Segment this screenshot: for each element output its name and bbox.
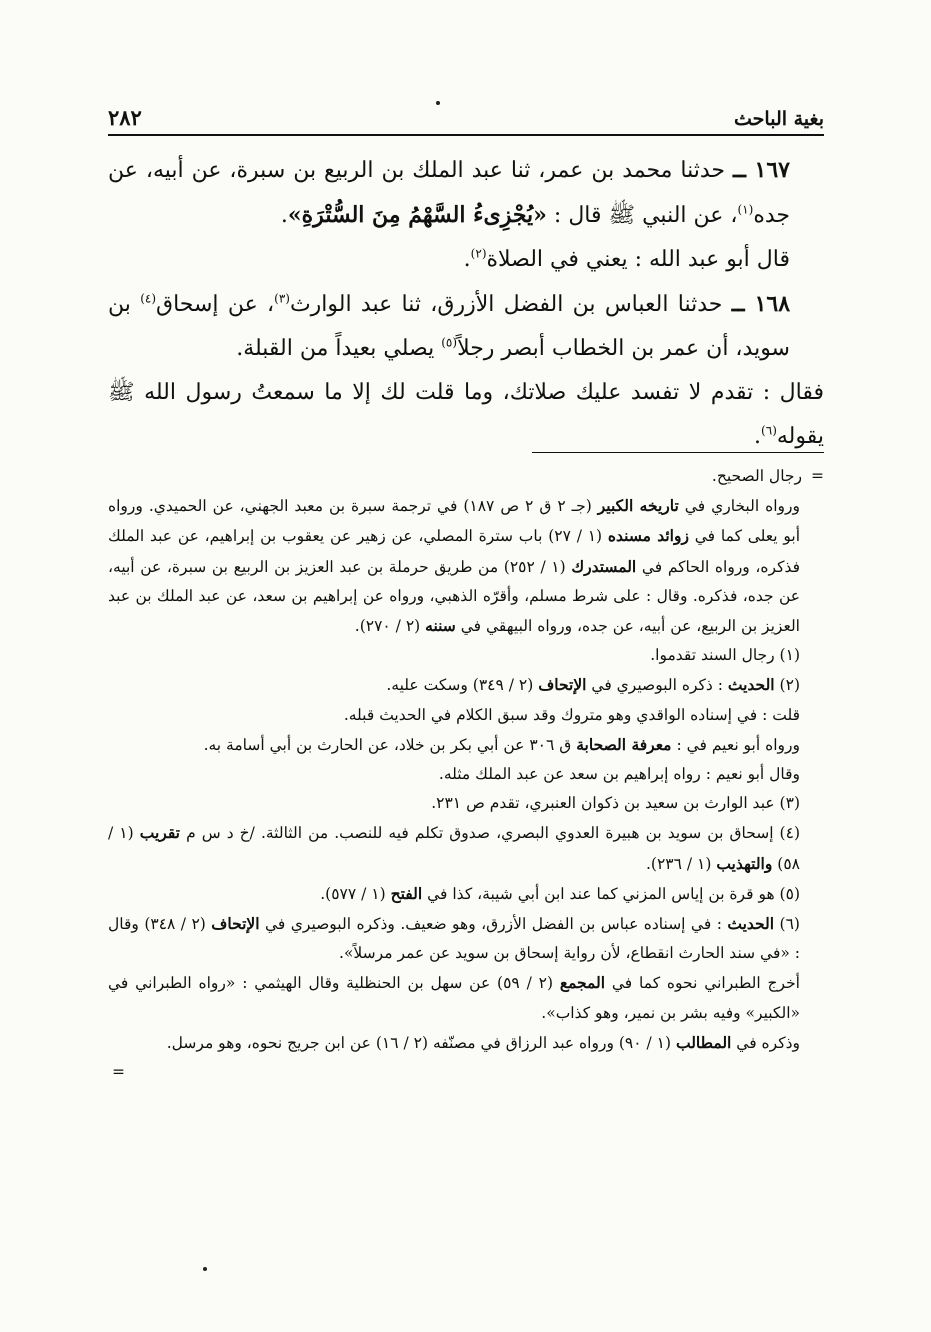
footnote-text: (٥) هو قرة بن إياس المزني كما عند ابن أبي شيبة، كذا في — [427, 884, 800, 903]
footnote-text: (١ / ٢٥٢) من طريق حرملة بن عبد العزيز بن الربيع بن سبرة، عن أبيه، عن جده، فذكره. وقال : على شرط مسلم، وأقرّه الذهبي، ورواه عن إبراهيم بن سعد، عن عبد الملك بن عبد العزيز بن الربيع، عن أبيه، عن جده، ورواه البيهقي في — [108, 557, 800, 636]
running-title: بغية الباحث — [734, 108, 824, 130]
footnote-text: (١ / ٢٣٦). — [645, 854, 712, 873]
footnote-text: (٢ / ٢٧٠). — [354, 617, 421, 636]
hadith-number: ١٦٧ ــ — [733, 157, 790, 183]
footnote-bukhari — [108, 491, 824, 641]
footnote-text: ق ٣٠٦ عن أبي بكر بن خلاد، عن الحارث بن أبي أسامة به. — [203, 735, 572, 754]
header-rule — [108, 134, 824, 136]
footnote-text: (٢ / ٣٤٩) وسكت عليه. — [386, 676, 534, 695]
hadith-text: فقال : تقدم لا تفسد عليك صلاتك، وما قلت لك إلا ما سمعتُ رسول الله ﷺ — [108, 380, 824, 405]
hadith-text: بن سويد، أن عمر بن الخطاب أبصر رجلاً — [108, 292, 790, 361]
footnote-text: (جـ ٢ ق ٢ ص ١٨٧) في ترجمة سبرة بن معبد الجهني، عن الحميدي. ورواه أبو يعلى كما في — [108, 497, 800, 546]
main-text — [108, 148, 824, 459]
book-title: معرفة الصحابة — [576, 734, 672, 754]
footnote-6-matalib — [108, 1028, 824, 1058]
book-title: زوائد مسنده — [607, 526, 689, 546]
page-number: ٢٨٢ — [108, 105, 142, 130]
footnote-3 — [108, 789, 824, 818]
footnote-2-note — [108, 701, 824, 730]
footnote-continuation — [108, 462, 824, 491]
footnote-text: ورواه أبو نعيم في : — [676, 735, 800, 754]
footnotes — [108, 462, 824, 1087]
footnote-ref: (٥) — [441, 335, 458, 350]
print-speck — [436, 101, 440, 105]
hadith-text: إسحاق — [156, 292, 219, 317]
footnote-text: (٢ / ١٦) عن ابن جريج نحوه، وهو مرسل. — [166, 1033, 429, 1052]
print-speck — [203, 1267, 207, 1271]
hadith-text: عن جده — [108, 158, 790, 228]
footnote-6-tabarani — [108, 968, 824, 1027]
footnote-text: (١ / ٥٧٧). — [320, 884, 386, 903]
hadith-text: يقوله — [776, 424, 824, 449]
punctuation: . — [754, 424, 762, 449]
footnote-label: الحديث — [727, 914, 775, 934]
book-title: الإتحاف — [538, 675, 587, 695]
hadith-text: حدثنا محمد بن عمر، ثنا عبد الملك بن الربيع بن سبرة، عن أبيه، — [145, 158, 726, 183]
footnote-text: : في إسناده عباس بن الفضل الأزرق، وهو ضعيف. وذكره البوصيري في — [265, 915, 722, 934]
hadith-168-cont — [108, 371, 824, 459]
hadith-text: حدثنا العباس بن الفضل الأزرق، ثنا عبد الوارث — [289, 292, 723, 317]
footnote-ref: (٢) — [470, 246, 487, 261]
footnote-text: (١ / ٢٧) باب سترة المصلي، عن زهير عن يعقوب بن إبراهيم، عن عبد الملك فذكره، ورواه الحاكم في — [108, 527, 801, 576]
footnote-text: (٢ / ٣٤٨) وقال : «في سند الحارث انقطاع، لأن رواية إسحاق بن سويد عن عمر مرسلاً». — [108, 915, 800, 963]
book-title: المستدرك — [571, 556, 637, 576]
footnote-text: وذكره في — [736, 1033, 800, 1052]
footnote-5 — [108, 879, 824, 909]
footnote-ref: (٣) — [274, 291, 290, 306]
footnote-end-mark — [108, 1058, 824, 1087]
footnote-text: (٢ / ٥٩) عن سهل بن الحنظلية وقال الهيثمي : «رواه الطبراني في «الكبير» وفيه بشر بن نمير، وهو كذاب». — [108, 974, 800, 1022]
footnote-number: (٢) — [779, 676, 800, 695]
hadith-168 — [108, 282, 824, 371]
footnote-text: ورواه البخاري في — [684, 497, 800, 516]
footnote-2 — [108, 670, 824, 700]
punctuation: . — [463, 247, 471, 272]
footnote-2-abunuaym-2 — [108, 760, 824, 789]
footnote-4 — [108, 818, 824, 878]
punctuation: . — [280, 203, 288, 228]
hadith-number: ١٦٨ ــ — [731, 291, 791, 317]
book-title: والتهذيب — [716, 853, 773, 873]
footnote-6 — [108, 909, 824, 968]
footnote-text: (٤) إسحاق بن سويد بن هبيرة العدوي البصري، صدوق تكلم فيه للنصب. من الثالثة. /خ د س م — [186, 824, 800, 843]
book-title: مصنّفه — [432, 1033, 476, 1052]
page-header — [108, 96, 824, 130]
footnote-ref: (٤) — [140, 291, 157, 306]
footnote-text: رجال الصحيح. — [711, 467, 802, 485]
footnote-text: أخرج الطبراني نحوه كما في — [611, 974, 800, 993]
footnote-2-abunuaym — [108, 730, 824, 760]
hadith-quote: «يُجْزِىءُ السَّهْمُ مِنَ السُّتْرَةِ» — [287, 202, 547, 228]
footnote-ref: (١) — [737, 202, 754, 217]
hadith-text: يصلي بعيداً من القبلة. — [236, 336, 435, 361]
footnote-text: (١ / ٩٠) ورواه عبد الرزاق في — [480, 1033, 672, 1052]
hadith-text: ، عن النبي ﷺ قال : — [553, 203, 738, 228]
footnote-text: (٣) عبد الوارث بن سعيد بن ذكوان العنبري، تقدم ص ٢٣١. — [431, 794, 800, 813]
book-title: تقريب — [139, 823, 180, 843]
footnote-ref: (٦) — [761, 423, 777, 438]
book-title: سننه — [425, 616, 456, 636]
book-title: الفتح — [390, 883, 423, 903]
hadith-167 — [108, 148, 824, 238]
book-title: الإتحاف — [211, 914, 260, 934]
continuation-mark: = — [811, 467, 824, 485]
footnote-text: (١) رجال السند تقدموا. — [650, 646, 800, 665]
book-title: تاريخه الكبير — [597, 496, 679, 516]
footnote-text: وقال أبو نعيم : رواه إبراهيم بن سعد عن عبد الملك مثله. — [438, 765, 800, 784]
footnote-text: قلت : في إسناده الواقدي وهو متروك وقد سبق الكلام في الحديث قبله. — [343, 705, 800, 724]
continuation-mark: = — [112, 1063, 125, 1082]
book-title: المطالب — [675, 1032, 732, 1052]
footnote-text: (١ / ٥٨) — [108, 824, 800, 873]
footnote-1 — [108, 641, 824, 670]
footnote-label: الحديث — [727, 675, 775, 695]
hadith-text: ، عن — [227, 292, 275, 317]
comment-text: قال أبو عبد الله : يعني في الصلاة — [486, 247, 790, 272]
book-title: المجمع — [559, 973, 606, 993]
hadith-167-comment — [108, 238, 824, 282]
footnote-rule — [532, 452, 824, 453]
footnote-number: (٦) — [779, 915, 800, 934]
footnote-text: : ذكره البوصيري في — [591, 676, 723, 695]
